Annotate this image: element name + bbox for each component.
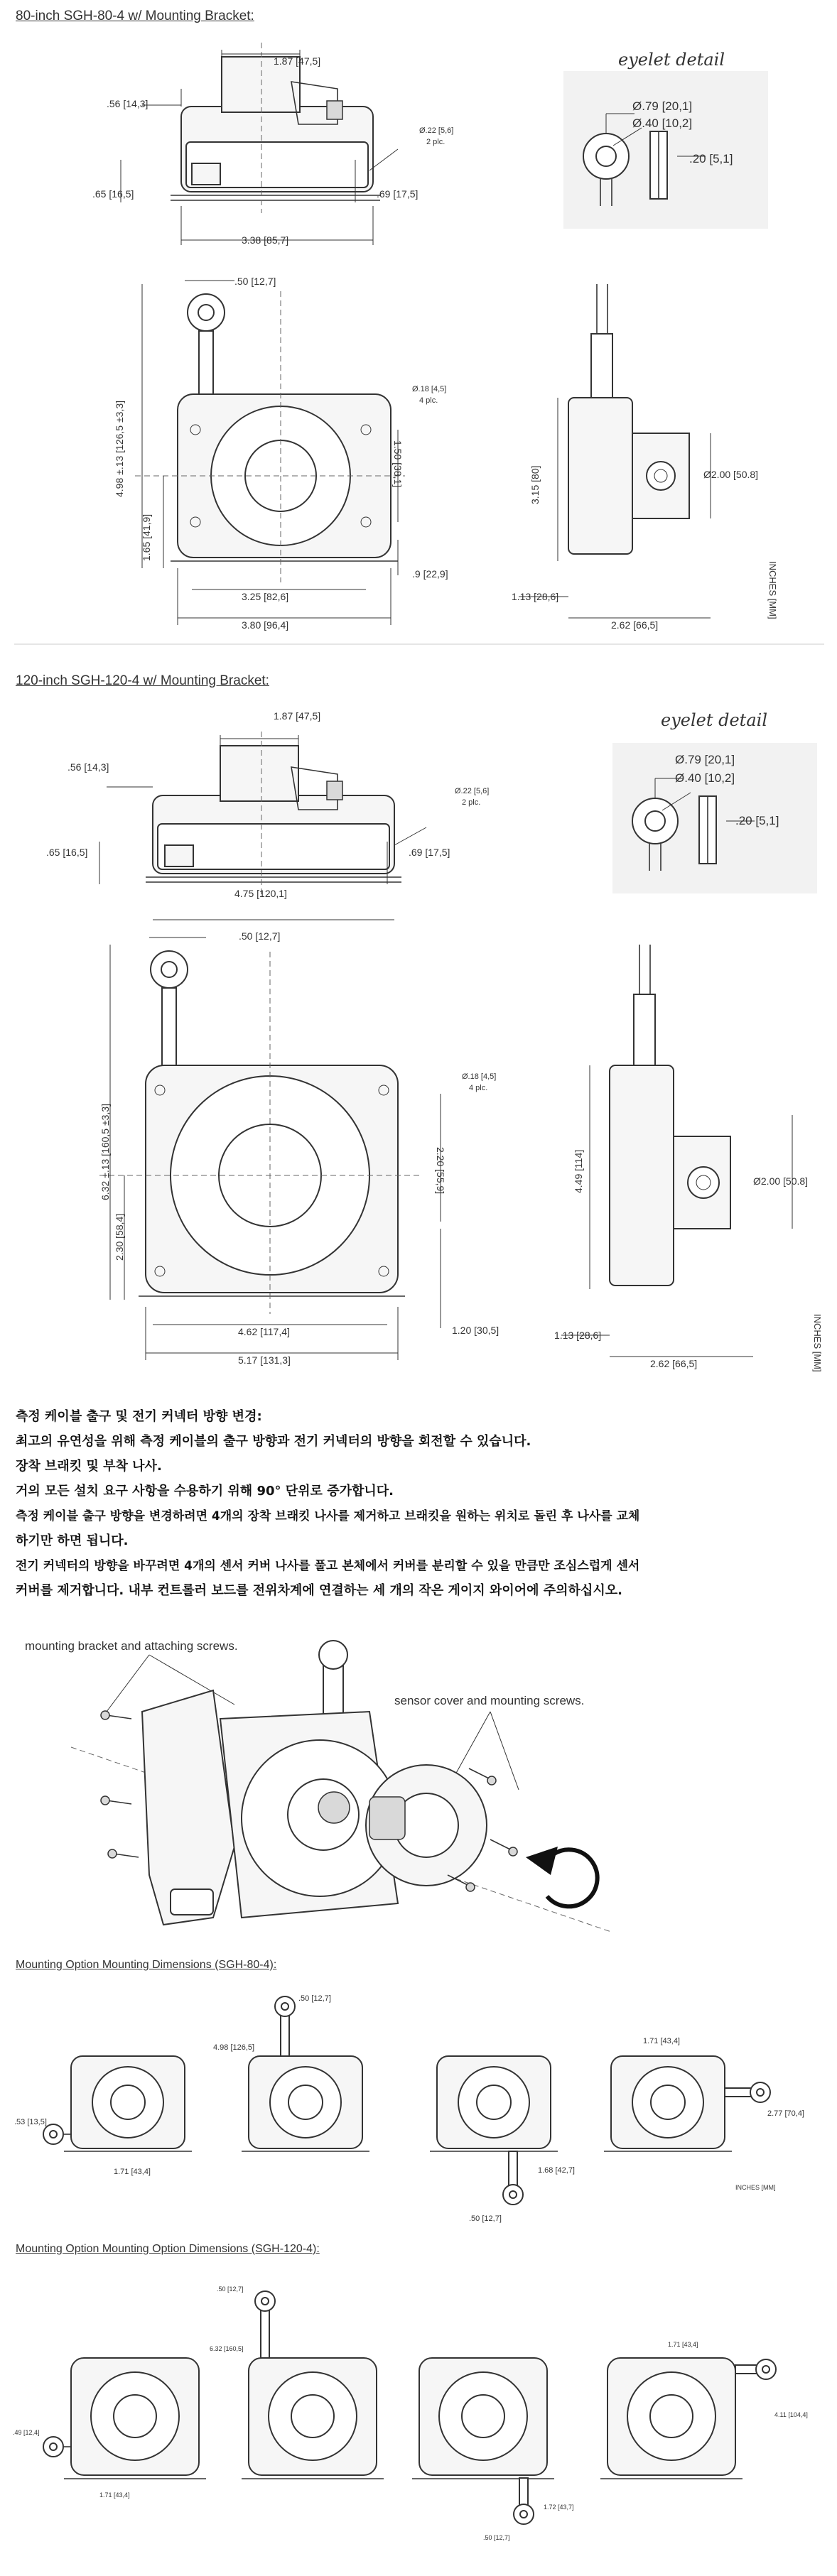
right-height-dim: .69 [17,5] <box>377 188 418 200</box>
opt80-units: INCHES [MM] <box>735 2184 776 2191</box>
left-offset-dim: .56 [14,3] <box>107 98 148 109</box>
options-120-title: Mounting Option Mounting Option Dimensions (SGH-120-4): <box>16 2243 320 2255</box>
opt120-c-width: 1.71 [43,4] <box>99 2491 130 2499</box>
korean-line-1: 측정 케이블 출구 및 전기 커넥터 방향 변경: <box>16 1409 262 1424</box>
side-depth-dim-2: 2.62 [66,5] <box>650 1358 698 1369</box>
section-120-title: 120-inch SGH-120-4 w/ Mounting Bracket: <box>16 673 269 688</box>
eyelet-detail-title: eyelet detail <box>618 50 725 70</box>
opt120-a-eyelet: .50 [12,7] <box>217 2286 244 2293</box>
korean-line-7: 전기 커넥터의 방향을 바꾸려면 4개의 센서 커버 나사를 풀고 본체에서 커버를 분리할 수 있을 만큼만 조심스럽게 센서 <box>16 1559 640 1573</box>
total-width-dim: 3.80 [96,4] <box>242 619 289 631</box>
korean-line-6: 하기만 하면 됩니다. <box>16 1533 129 1548</box>
hole-count-dim: 2 plc. <box>426 138 446 146</box>
mount-hole-count-dim: 4 plc. <box>419 396 438 405</box>
left-offset-dim-2: .56 [14,3] <box>68 761 109 773</box>
opt80-d-eyelet: .50 [12,7] <box>469 2214 502 2223</box>
opt120-a-height: 6.32 [160,5] <box>210 2345 244 2352</box>
base-width-dim: 3.38 [85,7] <box>242 234 289 246</box>
opt80-c-width: 1.71 [43,4] <box>114 2168 151 2176</box>
base-width-dim-2: 4.75 [120,1] <box>234 888 287 899</box>
eyelet-thickness-dim-2: .20 [5,1] <box>735 814 779 827</box>
section-80-title: 80-inch SGH-80-4 w/ Mounting Bracket: <box>16 9 254 23</box>
units-label-2: INCHES [MM] <box>812 1314 823 1372</box>
hole-spacing-v-dim: 1.50 [38,1] <box>392 440 404 488</box>
korean-line-8: 커버를 제거합니다. 내부 컨트롤러 보드를 전위차계에 연결하는 세 개의 작은 게이지 와이어에 주의하십시오. <box>16 1583 622 1598</box>
left-height-dim: .65 [16,5] <box>92 188 134 200</box>
base-to-center-dim-2: 2.30 [58,4] <box>114 1213 125 1261</box>
korean-line-5: 측정 케이블 출구 방향을 변경하려면 4개의 장착 브래킷 나사를 제거하고 브래킷을 원하는 위치로 돌린 후 나사를 교체 <box>16 1509 640 1523</box>
eyelet-offset-dim-2: .50 [12,7] <box>239 930 281 942</box>
opt80-c-side: .53 [13,5] <box>14 2118 47 2126</box>
hole-spacing-h-dim: 3.25 [82,6] <box>242 591 289 602</box>
units-label: INCHES [MM] <box>767 561 778 619</box>
opt80-b-width: 1.71 [43,4] <box>643 2037 680 2045</box>
opt120-d-eyelet: .50 [12,7] <box>483 2534 510 2541</box>
opt120-c-side: .49 [12,4] <box>13 2429 40 2436</box>
mount-hole-count-dim-2: 4 plc. <box>469 1084 488 1092</box>
connector-dia-dim: Ø2.00 [50.8] <box>703 469 759 480</box>
korean-line-2: 최고의 유연성을 위해 측정 케이블의 출구 방향과 전기 커넥터의 방향을 회전할 수 있습니다. <box>16 1434 531 1449</box>
eyelet-inner-dim: Ø.40 [10,2] <box>632 116 693 130</box>
opt80-d-height: 1.68 [42,7] <box>538 2166 575 2175</box>
side-height-dim-2: 4.49 [114] <box>573 1149 584 1193</box>
base-to-center-dim: 1.65 [41,9] <box>141 513 152 561</box>
overall-height-dim-2: 6.32 ±.13 [160,5 ±3,3] <box>99 1103 111 1200</box>
eyelet-thickness-dim: .20 [5,1] <box>689 152 733 165</box>
opt120-d-height: 1.72 [43,7] <box>544 2504 574 2511</box>
side-offset-dim: 1.13 [28,6] <box>512 591 559 602</box>
eyelet-outer-dim-2: Ø.79 [20,1] <box>675 753 735 766</box>
eyelet-inner-dim-2: Ø.40 [10,2] <box>675 771 735 785</box>
eyelet-offset-dim: .50 [12,7] <box>234 276 276 287</box>
bottom-offset-dim: .9 [22,9] <box>412 568 448 580</box>
opt80-a-eyelet: .50 [12,7] <box>298 1994 331 2003</box>
opt120-b-width: 1.71 [43,4] <box>668 2341 698 2348</box>
left-height-dim-2: .65 [16,5] <box>46 847 88 858</box>
korean-line-4: 거의 모든 설치 요구 사항을 수용하기 위해 90° 단위로 증가합니다. <box>16 1484 394 1499</box>
opt120-b-height: 4.11 [104,4] <box>774 2411 808 2418</box>
side-offset-dim-2: 1.13 [28,6] <box>554 1330 602 1341</box>
total-width-dim-2: 5.17 [131,3] <box>238 1354 291 1366</box>
eyelet-outer-dim: Ø.79 [20,1] <box>632 99 693 113</box>
korean-line-3: 장착 브래킷 및 부착 나사. <box>16 1459 162 1474</box>
mount-hole-dia-dim: Ø.18 [4,5] <box>412 385 447 393</box>
opt80-a-height: 4.98 [126,5] <box>213 2043 255 2052</box>
hole-dia-dim: Ø.22 [5,6] <box>419 126 454 135</box>
cover-callout: sensor cover and mounting screws. <box>394 1694 585 1707</box>
hole-count-dim-2: 2 plc. <box>462 798 481 807</box>
side-height-dim: 3.15 [80] <box>529 465 541 504</box>
hole-dia-dim-2: Ø.22 [5,6] <box>455 787 490 795</box>
hole-spacing-v-dim-2: 2.20 [55,9] <box>435 1147 446 1195</box>
bracket-callout: mounting bracket and attaching screws. <box>25 1639 238 1653</box>
opt80-b-height: 2.77 [70,4] <box>767 2109 804 2118</box>
mount-hole-dia-dim-2: Ø.18 [4,5] <box>462 1072 497 1081</box>
overall-height-dim: 4.98 ±.13 [126,5 ±3,3] <box>114 400 125 497</box>
top-width-dim: 1.87 [47,5] <box>274 55 321 67</box>
right-height-dim-2: .69 [17,5] <box>409 847 450 858</box>
side-depth-dim: 2.62 [66,5] <box>611 619 659 631</box>
hole-spacing-h-dim-2: 4.62 [117,4] <box>238 1326 290 1337</box>
bottom-offset-dim-2: 1.20 [30,5] <box>452 1325 500 1336</box>
top-width-dim-2: 1.87 [47,5] <box>274 710 321 722</box>
options-80-title: Mounting Option Mounting Dimensions (SGH-80-4): <box>16 1959 277 1971</box>
eyelet-detail-title-2: eyelet detail <box>661 710 767 730</box>
connector-dia-dim-2: Ø2.00 [50.8] <box>753 1175 809 1187</box>
